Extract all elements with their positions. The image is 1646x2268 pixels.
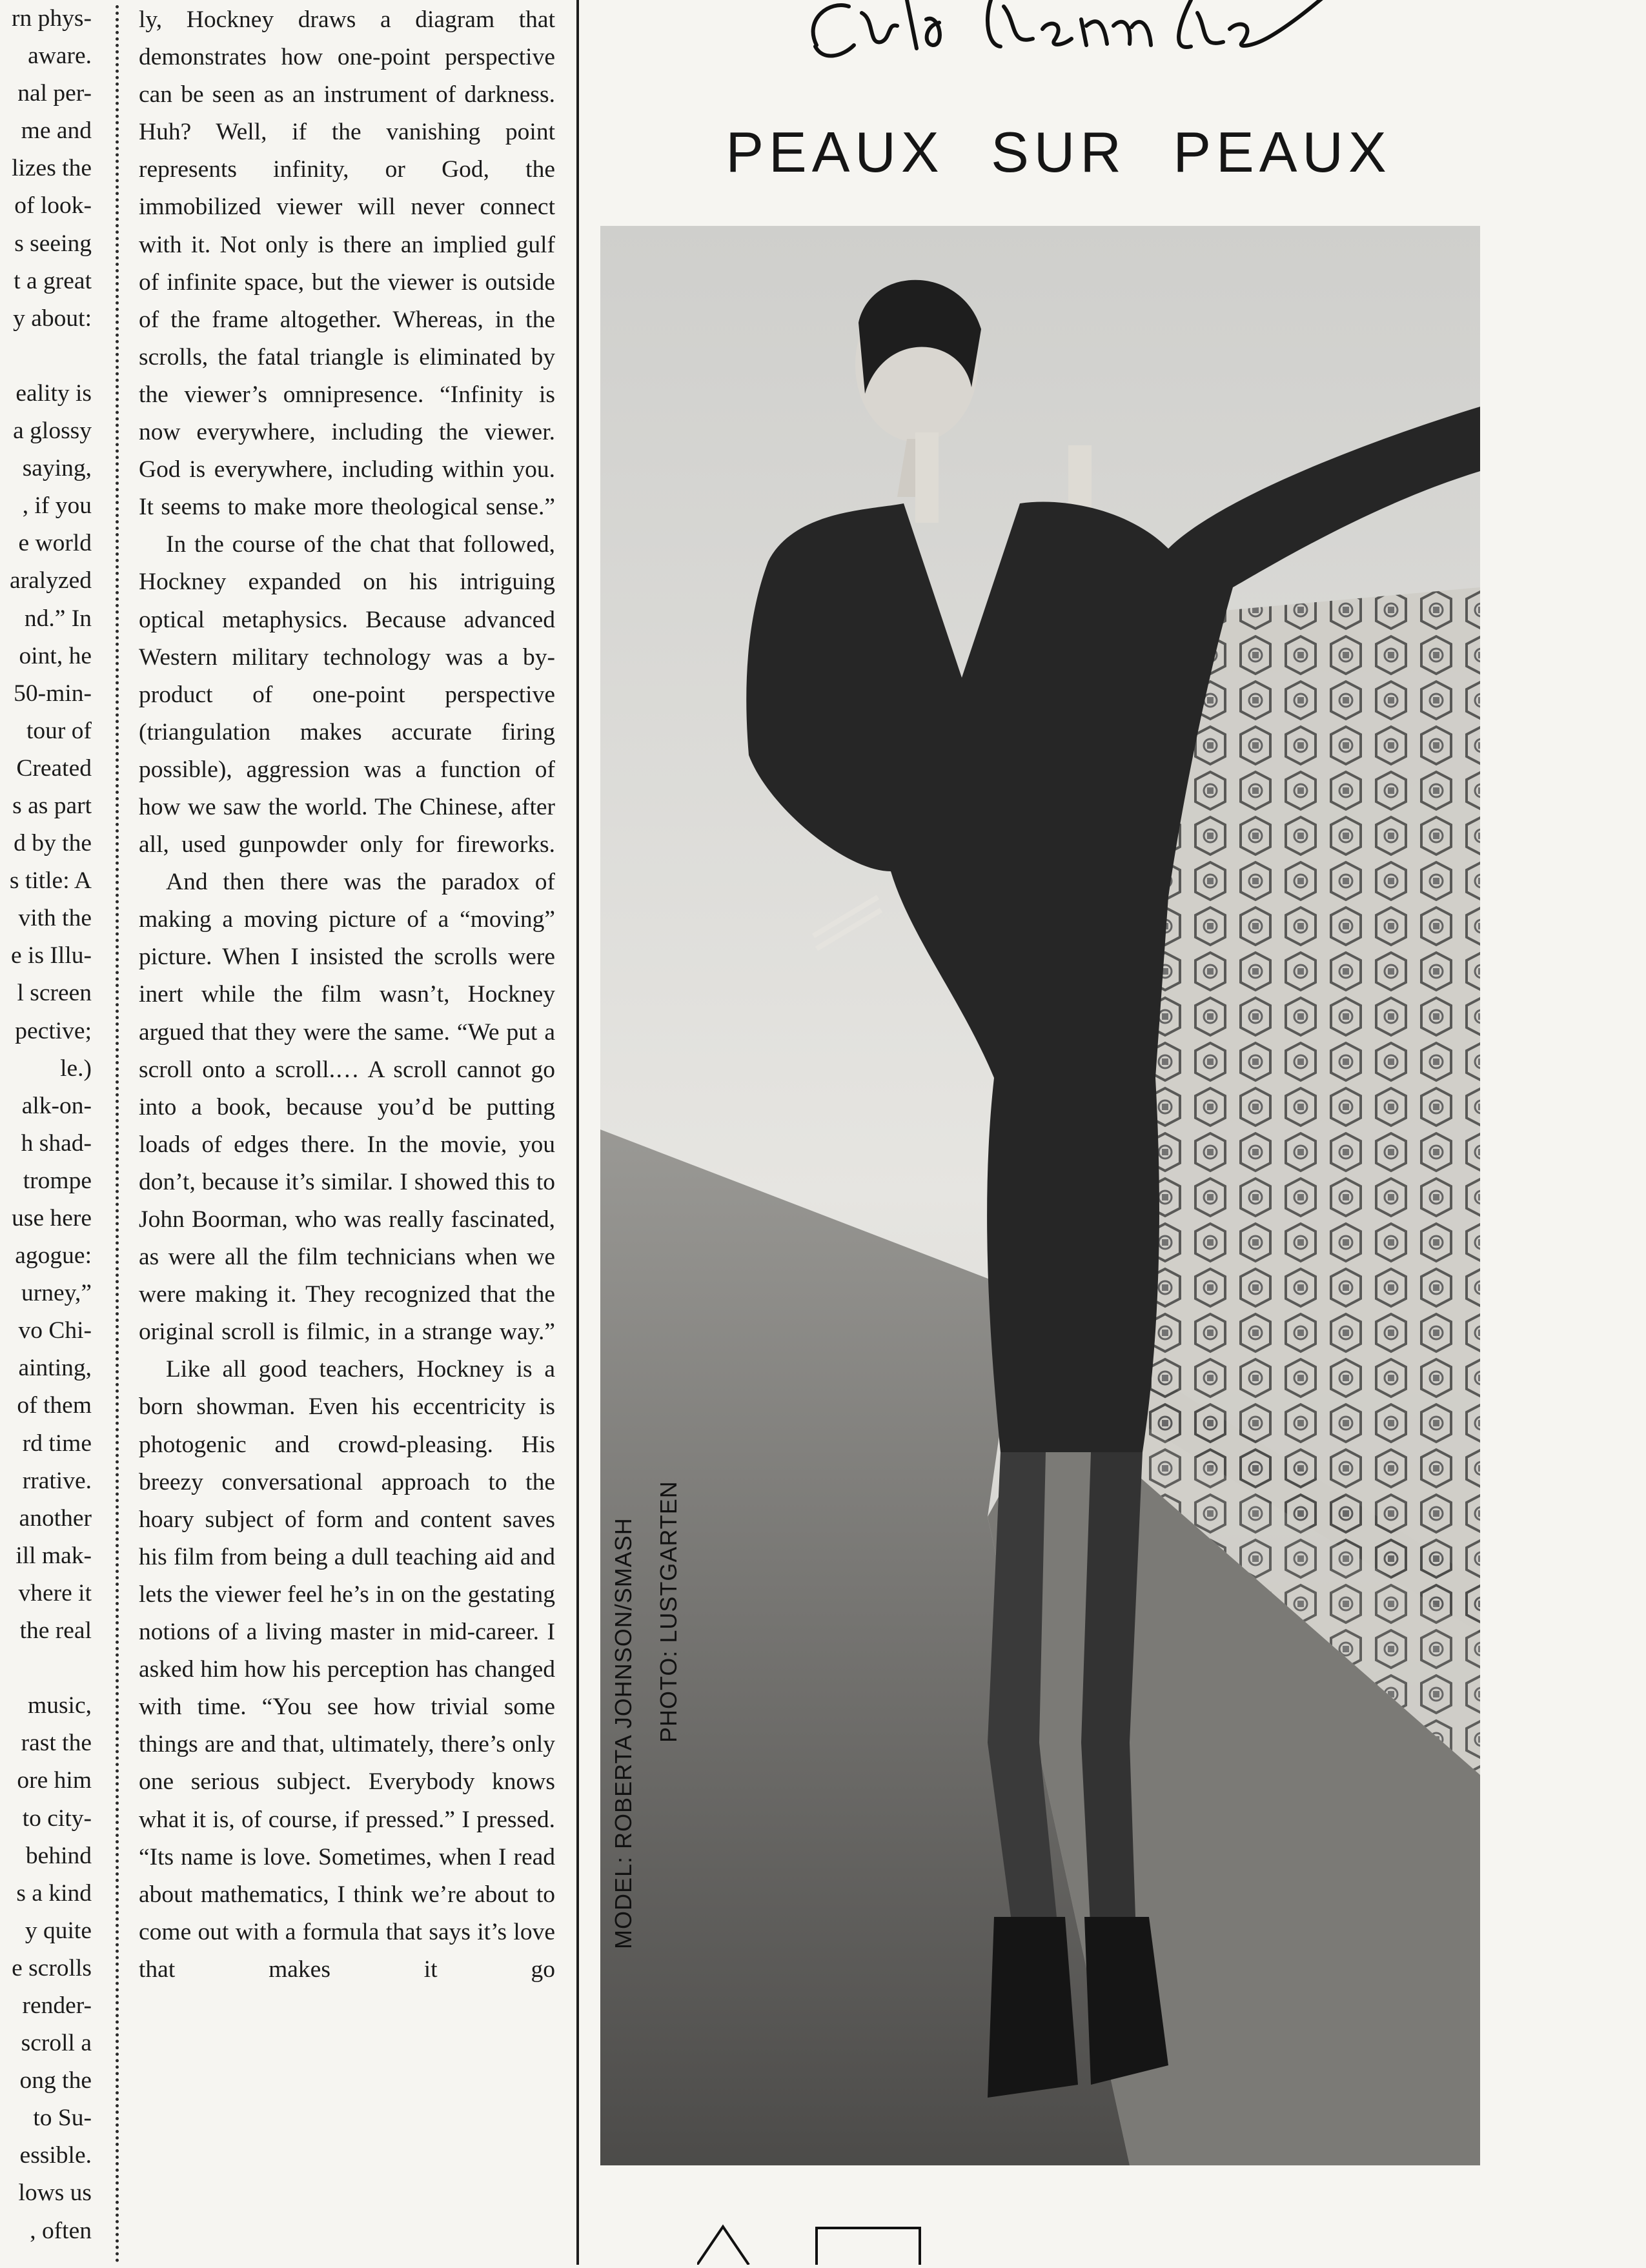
column-fragment-line: a glossy xyxy=(13,418,92,445)
column-fragment-line: essible. xyxy=(19,2142,92,2169)
ad-headline: PEAUX SUR PEAUX xyxy=(726,120,1392,184)
column-fragment-line: s a kind xyxy=(16,1879,92,1907)
article-paragraph: Like all good teachers, Hockney is a born showman. Even his eccentricity is photogenic and crowd-pleasing. His breezy conversational approach to the hoary subject of form and content saves his film from being a dull teaching aid and lets the viewer feel he’s in on the gestating notions of a living master in mid-career. I asked him how his perception has changed with time. “You see how trivial some things are and that, ultimately, there’s only one serious subject. Everybody knows what it is, of course, if pressed.” I pressed. “Its name is love. Sometimes, when I read about mathematics, I think we’re about to come out with a formula that says it’s love that makes it go xyxy=(139,1356,555,1983)
column-fragment-line: e is Illu- xyxy=(11,942,92,969)
column-fragment-line: agogue: xyxy=(15,1242,92,1270)
column-fragment-line: trompe xyxy=(23,1167,92,1194)
column-fragment-line: , often xyxy=(30,2217,92,2244)
column-fragment-line xyxy=(0,338,92,375)
column-fragment-line: l screen xyxy=(17,980,92,1007)
column-fragment-line: render- xyxy=(22,1992,92,2019)
column-fragment-line: Created xyxy=(16,754,92,782)
column-fragment-line: y quite xyxy=(25,1917,92,1944)
photo-credit: PHOTO: LUSTGARTEN xyxy=(655,1481,682,1743)
article-paragraph: In the course of the chat that followed, Hockney expanded on his intriguing optical metaphysics. Because advanced Western military technology was a by-product of one-point perspective (triangulation makes accurate firing possible), aggression was a function of how we saw the world. The Chinese, after all, used gunpowder only for fireworks. xyxy=(139,531,555,858)
column-fragment-line: , if you xyxy=(22,492,92,520)
column-fragment-line: le.) xyxy=(60,1055,92,1082)
column-fragment-line: ill mak- xyxy=(15,1542,92,1569)
left-column-fragments xyxy=(0,0,92,2250)
column-fragment-line: behind xyxy=(25,1842,92,1869)
column-fragment-line: lows us xyxy=(18,2180,92,2207)
column-fragment-line: ainting, xyxy=(18,1355,92,1382)
column-fragment-line: urney,” xyxy=(21,1280,92,1307)
article-paragraph: And then there was the paradox of making a moving picture of a “moving” picture. When I insisted the scrolls were inert while the film wasn’t, Hockney argued that they were the same. “We put a scroll onto a scroll.… A scroll cannot go into a book, because you’d be putting loads of edges there. In the movie, you don’t, because it’s similar. I showed this to John Boorman, who was really fascinated, as were all the film technicians when we were making it. They recognized that the original scroll is filmic, in a strange way.” xyxy=(139,869,555,1346)
column-fragment-line: d by the xyxy=(14,830,92,857)
column-fragment-line: pective; xyxy=(15,1017,92,1044)
column-fragment-line: e world xyxy=(18,530,92,557)
column-fragment-line: 50-min- xyxy=(14,680,92,707)
column-fragment-line: aware. xyxy=(28,43,92,70)
column-fragment-line: t a great xyxy=(14,267,92,294)
fashion-photograph xyxy=(600,226,1480,2165)
column-fragment-line: rn phys- xyxy=(12,5,92,32)
column-fragment-line: to Su- xyxy=(33,2105,92,2132)
dotted-column-rule xyxy=(116,5,119,2264)
column-fragment-line: alk-on- xyxy=(21,1092,92,1119)
column-fragment-line: h shad- xyxy=(21,1129,92,1157)
column-fragment-line: aralyzed xyxy=(10,567,92,594)
model-credit: MODEL: ROBERTA JOHNSON/SMASH xyxy=(610,1517,636,1949)
column-fragment-line: oint, he xyxy=(19,642,92,669)
column-fragment-line: lizes the xyxy=(12,155,92,182)
article-column xyxy=(139,1,555,1989)
column-fragment-line: of look- xyxy=(14,192,92,219)
column-fragment-line: the real xyxy=(19,1617,92,1645)
column-divider xyxy=(576,0,579,2265)
footer-logo-mark xyxy=(697,2220,1343,2265)
column-fragment-line: ore him xyxy=(17,1767,92,1794)
column-fragment-line: eality is xyxy=(15,380,92,407)
column-fragment-line: s title: A xyxy=(9,867,92,895)
column-fragment-line: rrative. xyxy=(22,1467,92,1494)
column-fragment-line: vith the xyxy=(18,905,92,932)
column-fragment-line: s seeing xyxy=(14,230,92,257)
column-fragment-line: saying, xyxy=(22,455,92,482)
column-fragment-line: use here xyxy=(12,1205,92,1231)
column-fragment-line: vo Chi- xyxy=(18,1317,92,1344)
column-fragment-line: tour of xyxy=(26,717,92,744)
column-fragment-line: another xyxy=(19,1504,92,1532)
designer-signature-logo xyxy=(778,0,1359,103)
column-fragment-line: music, xyxy=(28,1692,92,1719)
column-fragment-line: of them xyxy=(17,1392,92,1419)
column-fragment-line: ong the xyxy=(19,2067,92,2094)
column-fragment-line: rd time xyxy=(22,1430,92,1457)
column-fragment-line: s as part xyxy=(12,792,92,819)
column-fragment-line: nal per- xyxy=(17,80,92,107)
column-fragment-line: vhere it xyxy=(18,1579,92,1606)
column-fragment-line: scroll a xyxy=(21,2030,92,2057)
column-fragment-line: me and xyxy=(21,117,92,145)
column-fragment-line: e scrolls xyxy=(12,1954,92,1981)
article-paragraph: ly, Hockney draws a diagram that demonstrates how one-point perspective can be seen as an instrument of darkness. Huh? Well, if the vanishing point represents infinity, or God, the immobilized viewer will never connect with it. Not only is there an implied gulf of infinite space, but the viewer is outside of the frame altogether. Whereas, in the scrolls, the fatal triangle is eliminated by the viewer’s omnipresence. “Infinity is now everywhere, including the viewer. God is everywhere, including within you. It seems to make more theological sense.” xyxy=(139,6,555,521)
column-fragment-line: to city- xyxy=(22,1805,92,1832)
column-fragment-line: rast the xyxy=(21,1730,92,1757)
column-fragment-line xyxy=(0,1650,92,1687)
column-fragment-line: y about: xyxy=(13,305,92,332)
column-fragment-line: nd.” In xyxy=(24,605,92,632)
